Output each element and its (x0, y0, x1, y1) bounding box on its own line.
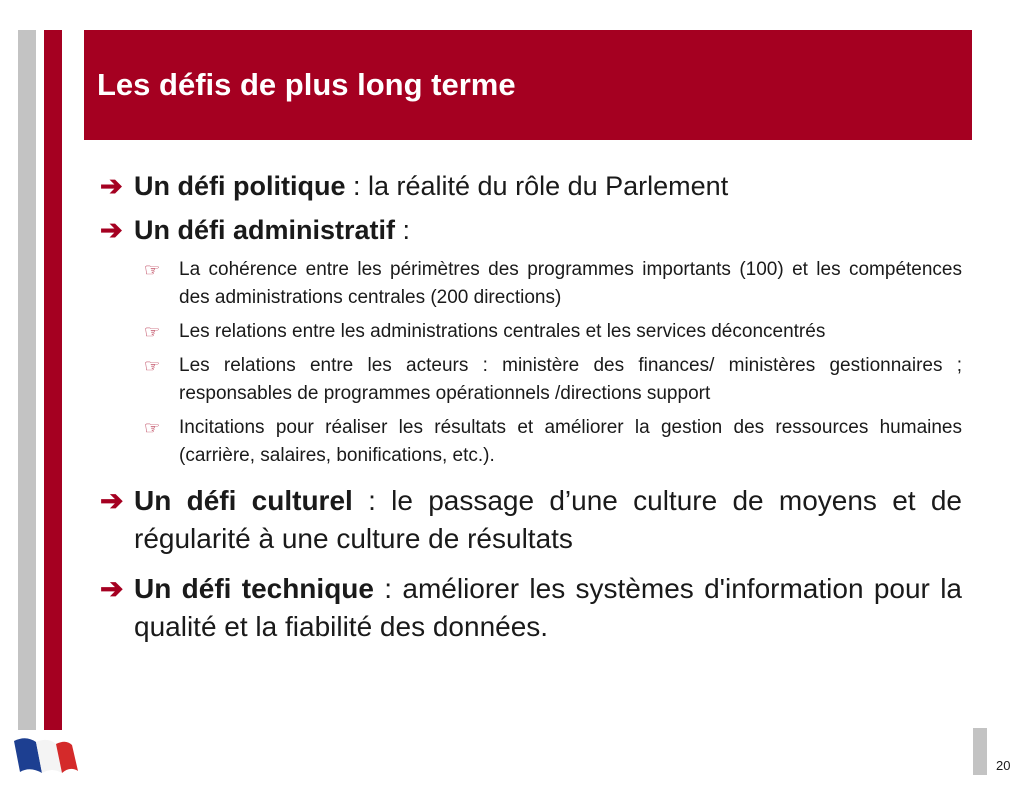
hand-pointer-icon: ☞ (144, 260, 161, 280)
sub-bullet-text: La cohérence entre les périmètres des programmes importants (100) et les compétences des administrations centrales (200 directions) (179, 259, 962, 308)
slide-content (100, 168, 962, 646)
sub-bullet-text: Incitations pour réaliser les résultats et améliorer la gestion des ressources humaines (carrière, salaires, bonifications, etc.). (179, 417, 962, 466)
bullet-culturel (100, 482, 962, 558)
decorative-page-bar (973, 728, 987, 775)
french-flag-icon (10, 733, 80, 775)
page-title: Les défis de plus long terme (97, 67, 516, 102)
bullet-politique (100, 168, 962, 205)
sub-bullet-text: Les relations entre les acteurs : ministère des finances/ ministères gestionnaires ; responsables de programmes opérationnels /directions support (179, 355, 962, 404)
sub-bullet-relations-acteurs (144, 352, 962, 408)
arrow-right-icon: ➔ (100, 485, 124, 516)
bullet-administratif (100, 212, 962, 249)
sub-bullet-coherence (144, 256, 962, 312)
bullet-technique (100, 570, 962, 646)
hand-pointer-icon: ☞ (144, 418, 161, 438)
sub-bullet-text: Les relations entre les administrations centrales et les services déconcentrés (179, 321, 826, 342)
decorative-red-bar (44, 30, 62, 730)
arrow-right-icon: ➔ (100, 215, 123, 245)
bullet-text (134, 570, 962, 646)
bullet-heading: Un défi administratif (134, 215, 396, 245)
hand-pointer-icon: ☞ (144, 356, 161, 376)
bullet-heading: Un défi technique (134, 573, 374, 604)
bullet-body: : le passage d’une culture de moyens et de régularité à une culture de résultats (134, 485, 962, 554)
arrow-right-icon: ➔ (100, 573, 124, 604)
bullet-text (134, 212, 962, 249)
sub-bullet-list (144, 256, 962, 470)
bullet-text (134, 482, 962, 558)
decorative-grey-bar (18, 30, 36, 730)
bullet-heading: Un défi politique (134, 171, 346, 201)
bullet-body: : la réalité du rôle du Parlement (345, 171, 729, 201)
arrow-right-icon: ➔ (100, 171, 123, 201)
page-number: 20 (996, 758, 1011, 773)
sub-bullet-incitations (144, 414, 962, 470)
sub-bullet-relations-services (144, 318, 962, 346)
title-band (84, 30, 972, 140)
bullet-body: : (395, 215, 411, 245)
bullet-body: : améliorer les systèmes d'information pour la qualité et la fiabilité des données. (134, 573, 962, 642)
bullet-text (134, 168, 962, 205)
hand-pointer-icon: ☞ (144, 322, 161, 342)
bullet-heading: Un défi culturel (134, 485, 353, 516)
